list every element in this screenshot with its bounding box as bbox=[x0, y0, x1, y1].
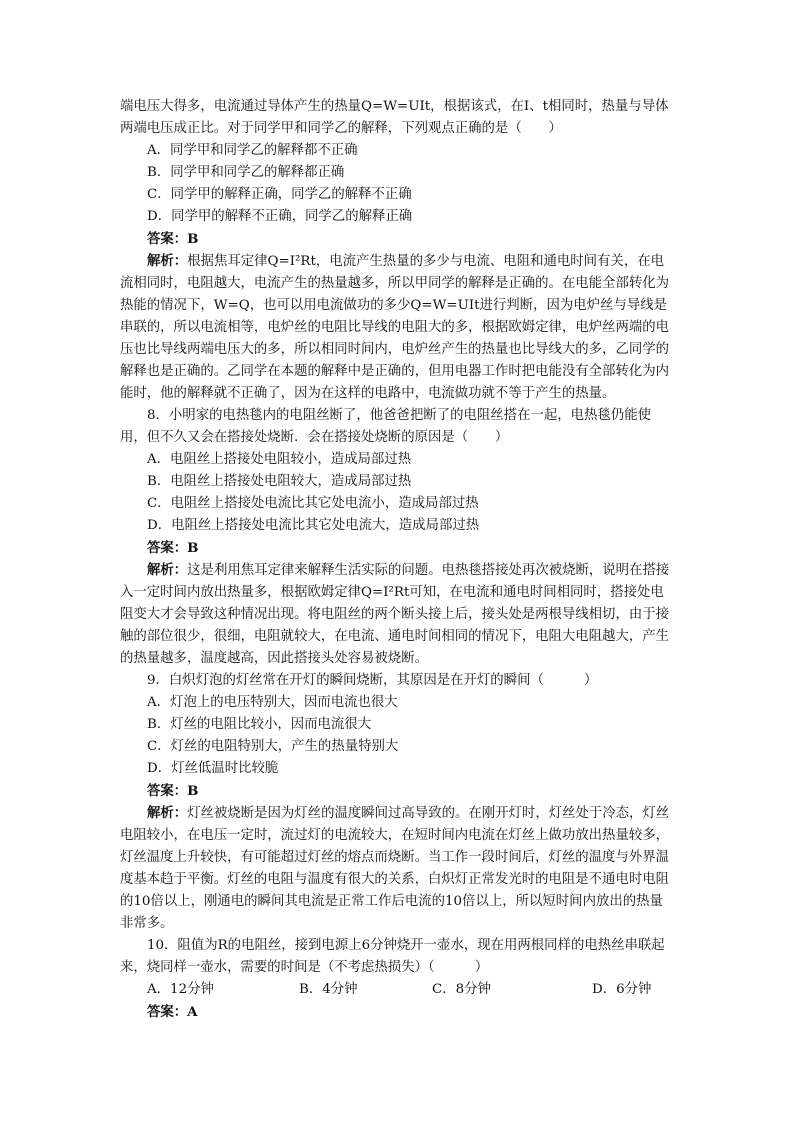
q10-answer-value: A bbox=[187, 1004, 198, 1020]
q8-option-b: B．电阻丝上搭接处电阻较大，造成局部过热 bbox=[147, 474, 412, 489]
q8-option-a: A．电阻丝上搭接处电阻较小，造成局部过热 bbox=[147, 452, 412, 467]
q9-option-d: D．灯丝低温时比较脆 bbox=[147, 761, 279, 776]
q8-stem: 8．小明家的电热毯内的电阻丝断了，他爸爸把断了的电阻丝搭在一起，电热毯仍能使用，但不久又会在搭接处烧断．会在搭接处烧断的原因是（ ） bbox=[120, 408, 651, 445]
q7-answer bbox=[120, 228, 676, 250]
q9-stem: 9．白炽灯泡的灯丝常在开灯的瞬间烧断，其原因是在开灯的瞬间（ ） bbox=[147, 673, 598, 688]
q8-answer bbox=[120, 537, 676, 559]
q10-options bbox=[120, 979, 676, 1001]
q9-analysis bbox=[120, 802, 676, 935]
q7-analysis bbox=[120, 250, 676, 405]
q8-analysis bbox=[120, 559, 676, 670]
answer-label: 答案： bbox=[147, 540, 188, 556]
q7-option-b: B．同学甲和同学乙的解释都正确 bbox=[147, 165, 345, 180]
q7-option-a: A．同学甲和同学乙的解释都不正确 bbox=[147, 143, 358, 158]
q8-option-d: D．电阻丝上搭接处电流比其它处电流大，造成局部过热 bbox=[147, 518, 480, 533]
q8-option-c: C．电阻丝上搭接处电流比其它处电流小，造成局部过热 bbox=[147, 496, 479, 511]
q7-stem: 端电压大得多，电流通过导体产生的热量Q=W=UIt，根据该式，在I、t相同时，热量与导体两端电压成正比。对于同学甲和同学乙的解释，下列观点正确的是（ ） bbox=[120, 99, 669, 136]
q9-answer-value: B bbox=[187, 783, 199, 799]
q10-option-a: A．12分钟 bbox=[147, 982, 214, 997]
q9-option-b: B．灯丝的电阻比较小，因而电流很大 bbox=[147, 717, 372, 732]
q7-analysis-text: 根据焦耳定律Q=I²Rt，电流产生热量的多少与电流、电阻和通电时间有关，在电流相同时，电阻越大，电流产生的热量越多，所以甲同学的解释是正确的。在电能全部转化为热能的情况下，W=Q，也可以用电流做功的多少Q=W=UIt进行判断，因为电炉丝与导线是串联的，所以电流相等，电炉丝的电阻比导线的电阻大的多，根据欧姆定律，电炉丝两端的电压也比导线两端电压大的多，所以相同时间内，电炉丝产生的热量也比导线大的多，乙同学的解释也是正确的。乙同学在本题的解释中是正确的，但用电器工作时把电能没有全部转化为内能时，他的解释就不正确了，因为在这样的电路中，电流做功就不等于产生的热量。 bbox=[120, 254, 670, 401]
q10-option-d: D．6分钟 bbox=[592, 982, 652, 997]
q10-option-b: B．4分钟 bbox=[299, 982, 358, 997]
q10-option-c: C．8分钟 bbox=[432, 982, 491, 997]
q10-stem: 10．阻值为R的电阻丝，接到电源上6分钟烧开一壶水，现在用两根同样的电热丝串联起来，烧同样一壶水，需要的时间是（不考虑热损失）（ ） bbox=[120, 938, 665, 975]
q10-answer bbox=[120, 1001, 676, 1023]
answer-label: 答案： bbox=[147, 783, 188, 799]
q7-option-c: C．同学甲的解释正确，同学乙的解释不正确 bbox=[147, 187, 412, 202]
answer-label: 答案： bbox=[147, 231, 188, 247]
q8-analysis-text: 这是利用焦耳定律来解释生活实际的问题。电热毯搭接处再次被烧断，说明在搭接入一定时间内放出热量多，根据欧姆定律Q=I²Rt可知，在电流和通电时间相同时，搭接处电阻变大才会导致这种情况出现。将电阻丝的两个断头接上后，接头处是两根导线相切，由于接触的部位很少，很细，电阻就较大，在电流、通电时间相同的情况下，电阻大电阻越大，产生的热量越多，温度越高，因此搭接头处容易被烧断。 bbox=[120, 563, 670, 666]
answer-label: 答案： bbox=[147, 1004, 188, 1020]
analysis-label: 解析： bbox=[147, 562, 188, 578]
q7-option-d: D．同学甲的解释不正确，同学乙的解释正确 bbox=[147, 209, 413, 224]
q9-option-a: A．灯泡上的电压特别大，因而电流也很大 bbox=[147, 695, 398, 710]
q9-option-c: C．灯丝的电阻特别大，产生的热量特别大 bbox=[147, 739, 399, 754]
analysis-label: 解析： bbox=[147, 253, 188, 269]
q8-answer-value: B bbox=[187, 540, 199, 556]
document-page bbox=[120, 96, 676, 1023]
analysis-label: 解析： bbox=[147, 805, 188, 821]
q9-analysis-text: 灯丝被烧断是因为灯丝的温度瞬间过高导致的。在刚开灯时，灯丝处于冷态，灯丝电阻较小，在电压一定时，流过灯的电流较大，在短时间内电流在灯丝上做功放出热量较多，灯丝温度上升较快，有可能超过灯丝的熔点而烧断。当工作一段时间后，灯丝的温度与外界温度基本趋于平衡。灯丝的电阻与温度有很大的关系，白炽灯正常发光时的电阻是不通电时电阻的10倍以上，刚通电的瞬间其电流是正常工作后电流的10倍以上，所以短时间内放出的热量非常多。 bbox=[120, 806, 670, 931]
q9-answer bbox=[120, 780, 676, 802]
q7-answer-value: B bbox=[187, 231, 199, 247]
